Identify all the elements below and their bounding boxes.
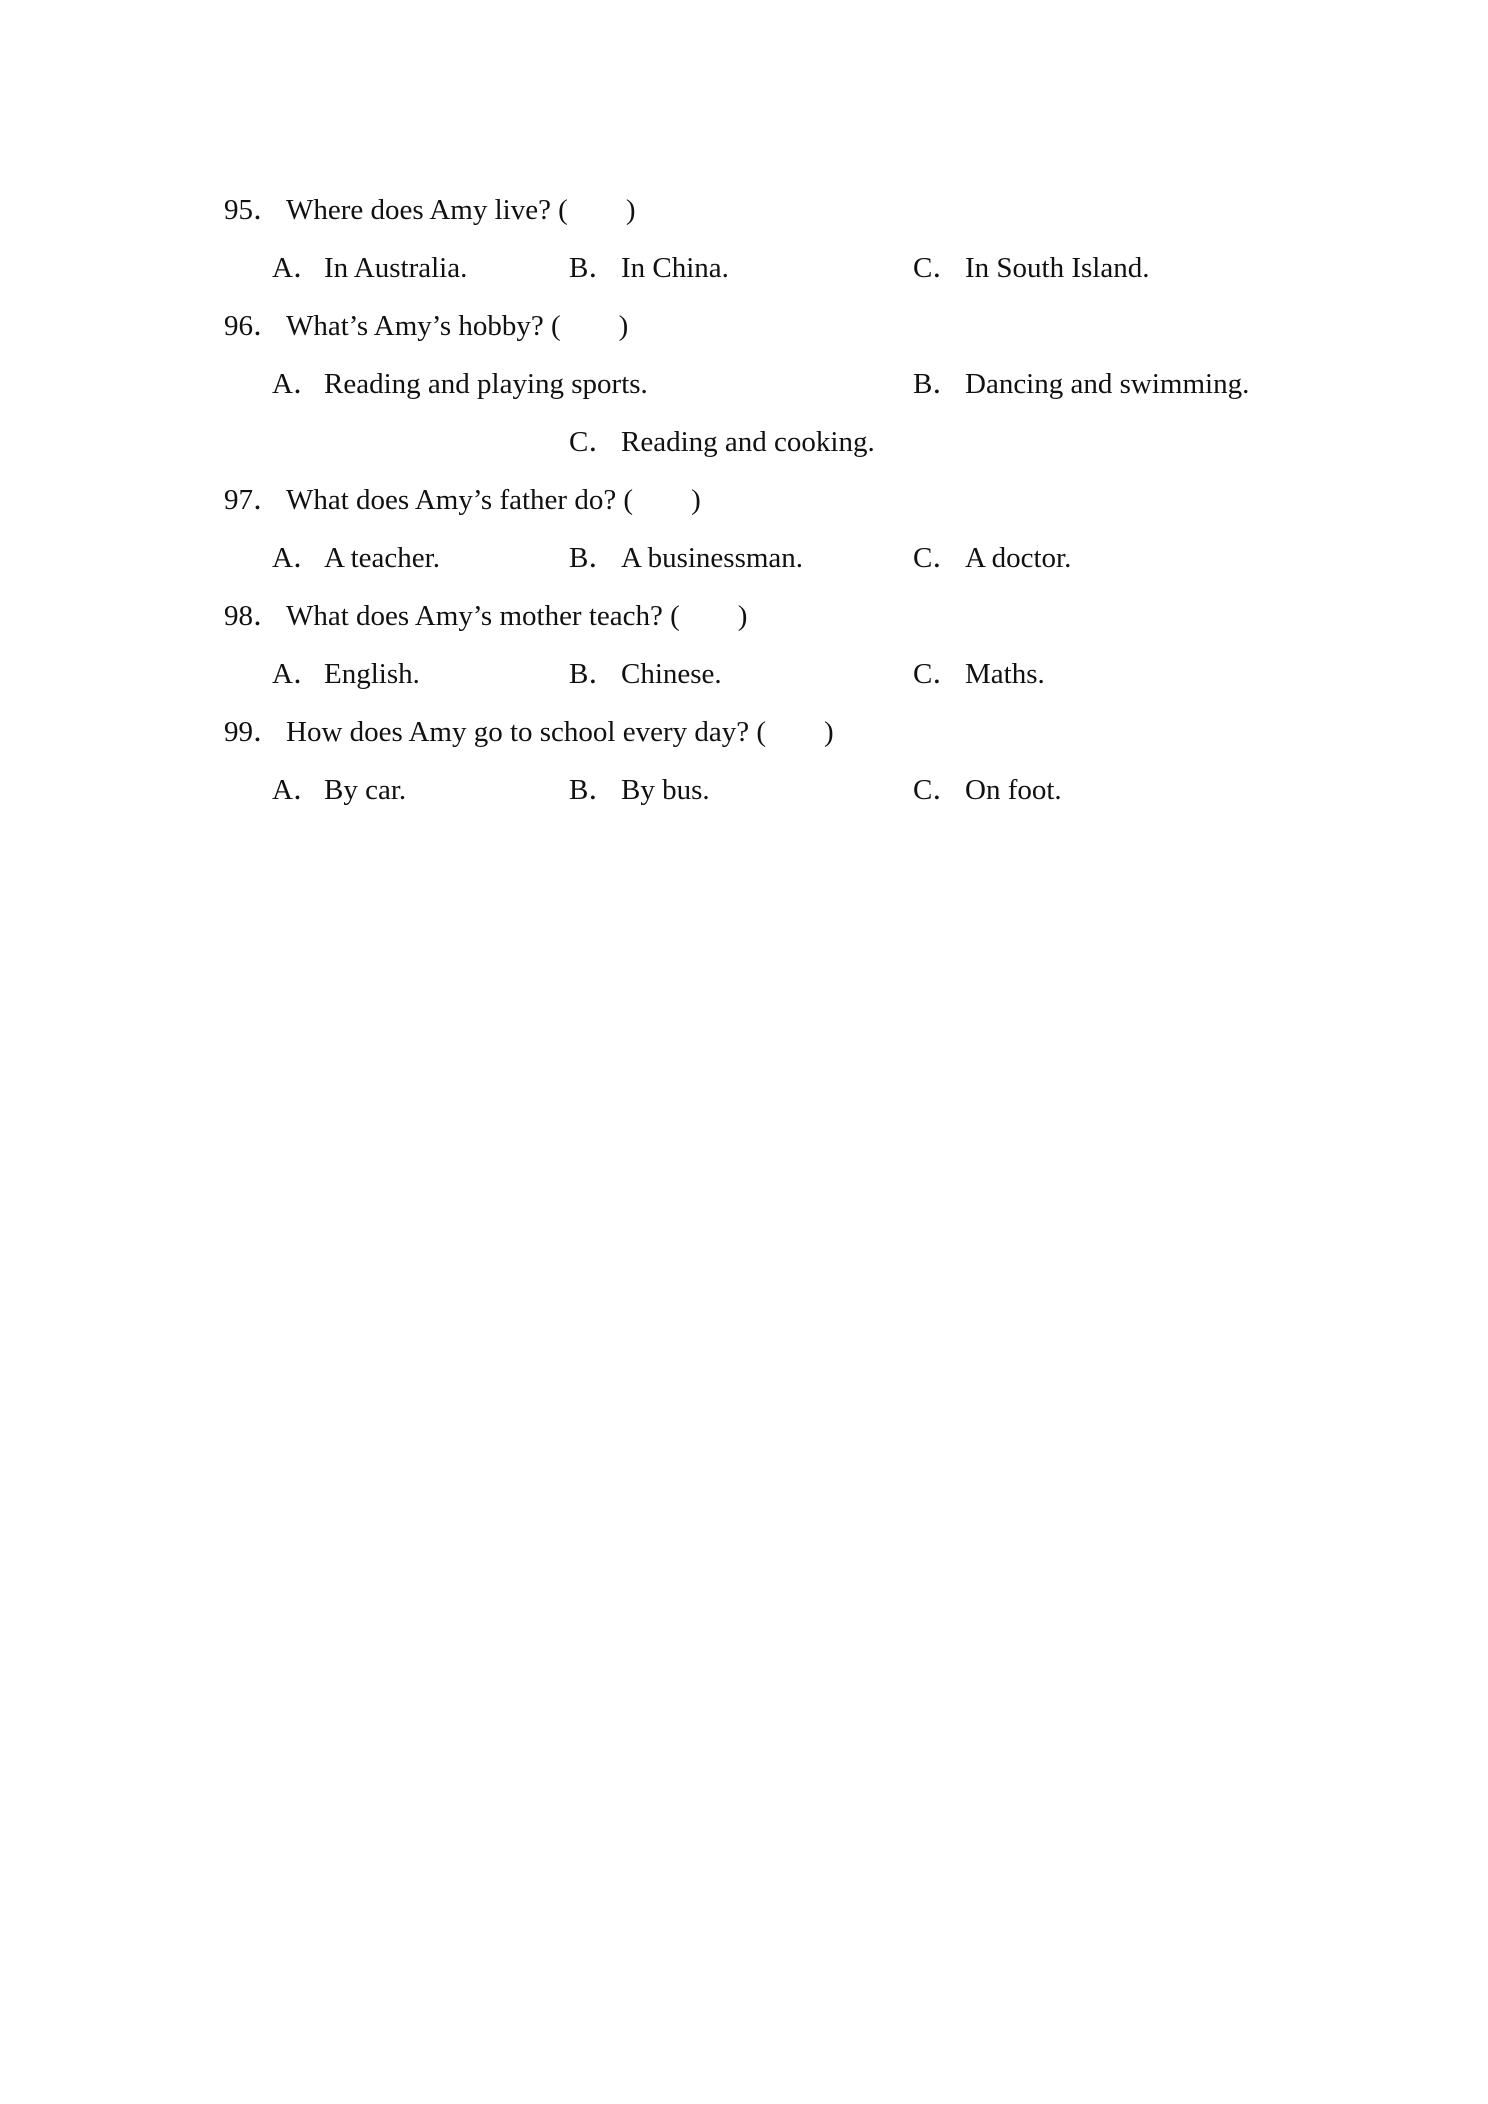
option-text: Chinese. xyxy=(621,658,722,690)
question-stem: How does Amy go to school every day? ( ) xyxy=(286,716,834,748)
option-95-b[interactable] xyxy=(569,248,729,288)
question-99 xyxy=(224,712,834,752)
question-97 xyxy=(224,480,701,520)
option-label: C． xyxy=(913,658,962,690)
option-label: C． xyxy=(913,252,962,284)
option-97-c[interactable] xyxy=(913,538,1071,578)
option-label: A． xyxy=(272,542,322,574)
option-text: In Australia. xyxy=(324,252,468,284)
option-label: C． xyxy=(569,426,618,458)
option-label: C． xyxy=(913,542,962,574)
option-95-a[interactable] xyxy=(272,248,467,288)
option-98-c[interactable] xyxy=(913,654,1045,694)
option-text: Reading and cooking. xyxy=(621,426,875,458)
option-label: A． xyxy=(272,368,322,400)
option-text: English. xyxy=(324,658,420,690)
option-text: Reading and playing sports. xyxy=(324,368,648,400)
question-number: 96． xyxy=(224,310,283,342)
option-label: B． xyxy=(913,368,962,400)
option-97-a[interactable] xyxy=(272,538,440,578)
option-label: A． xyxy=(272,774,322,806)
question-stem: What’s Amy’s hobby? ( ) xyxy=(286,310,629,342)
option-label: C． xyxy=(913,774,962,806)
option-label: B． xyxy=(569,252,618,284)
option-99-a[interactable] xyxy=(272,770,406,810)
option-96-c[interactable] xyxy=(569,422,875,462)
question-98 xyxy=(224,596,747,636)
option-label: B． xyxy=(569,658,618,690)
option-text: On foot. xyxy=(965,774,1062,806)
question-stem: What does Amy’s mother teach? ( ) xyxy=(286,600,748,632)
option-text: A doctor. xyxy=(965,542,1072,574)
option-text: A businessman. xyxy=(621,542,804,574)
option-label: B． xyxy=(569,542,618,574)
option-text: By bus. xyxy=(621,774,710,806)
question-stem: Where does Amy live? ( ) xyxy=(286,194,636,226)
question-95 xyxy=(224,190,636,230)
question-stem: What does Amy’s father do? ( ) xyxy=(286,484,701,516)
question-number: 98． xyxy=(224,600,283,632)
option-label: A． xyxy=(272,252,322,284)
option-text: Maths. xyxy=(965,658,1045,690)
option-95-c[interactable] xyxy=(913,248,1149,288)
question-number: 97． xyxy=(224,484,283,516)
option-text: A teacher. xyxy=(324,542,440,574)
option-97-b[interactable] xyxy=(569,538,803,578)
option-text: In South Island. xyxy=(965,252,1150,284)
option-label: B． xyxy=(569,774,618,806)
option-text: Dancing and swimming. xyxy=(965,368,1250,400)
option-99-b[interactable] xyxy=(569,770,710,810)
question-number: 99． xyxy=(224,716,283,748)
question-96 xyxy=(224,306,628,346)
option-96-a[interactable] xyxy=(272,364,648,404)
option-96-b[interactable] xyxy=(913,364,1249,404)
option-text: By car. xyxy=(324,774,407,806)
question-number: 95． xyxy=(224,194,283,226)
option-text: In China. xyxy=(621,252,729,284)
option-98-b[interactable] xyxy=(569,654,722,694)
option-98-a[interactable] xyxy=(272,654,420,694)
option-99-c[interactable] xyxy=(913,770,1062,810)
option-label: A． xyxy=(272,658,322,690)
